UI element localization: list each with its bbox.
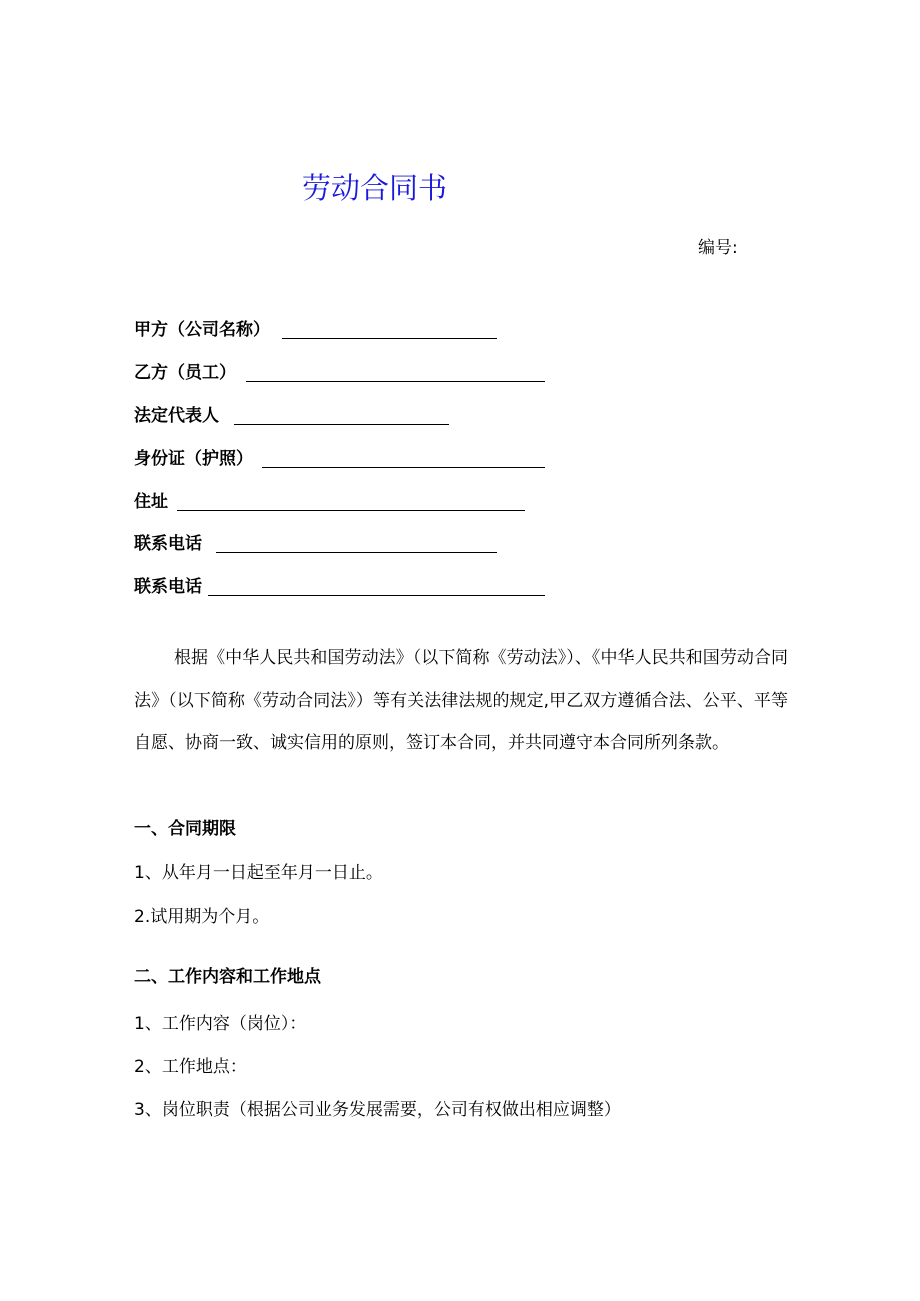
preamble-paragraph: 根据《中华人民共和国劳动法》（以下简称《劳动法》）、《中华人民共和国劳动合同法》（以下简称《劳动合同法》）等有关法律法规的规定,甲乙双方遵循合法、公平、平等自愿、协商一致、诚实信用的原则，签订本合同，并共同遵守本合同所列条款。: [134, 648, 788, 753]
field-label-address: 住址: [134, 492, 168, 512]
section-item-probation: 2.试用期为个月。: [134, 907, 270, 927]
field-label-phone-2: 联系电话: [134, 577, 202, 597]
field-label-phone-1: 联系电话: [134, 534, 202, 554]
field-blank-phone-2[interactable]: [208, 595, 545, 596]
field-blank-phone-1[interactable]: [216, 552, 497, 553]
field-blank-legal-representative[interactable]: [234, 424, 449, 425]
field-blank-id-passport[interactable]: [262, 467, 545, 468]
field-label-id-passport: 身份证（护照）: [134, 449, 253, 469]
field-blank-party-a[interactable]: [282, 338, 497, 339]
contract-number-label: 编号:: [698, 238, 738, 258]
section-item-work-location: 2、工作地点：: [134, 1057, 247, 1077]
field-blank-party-b[interactable]: [246, 381, 545, 382]
section-heading-contract-term: 一、合同期限: [134, 819, 236, 839]
section-item-term-period: 1、从年月一日起至年月一日止。: [134, 863, 383, 883]
field-label-legal-representative: 法定代表人: [134, 406, 219, 426]
section-heading-work-content-location: 二、工作内容和工作地点: [134, 967, 321, 987]
section-item-work-content: 1、工作内容（岗位）：: [134, 1014, 307, 1034]
document-title: 劳动合同书: [302, 171, 448, 205]
field-label-party-a: 甲方（公司名称）: [134, 320, 270, 340]
section-item-job-duties: 3、岗位职责（根据公司业务发展需要，公司有权做出相应调整）: [134, 1100, 621, 1120]
field-blank-address[interactable]: [177, 510, 525, 511]
field-label-party-b: 乙方（员工）: [134, 363, 236, 383]
